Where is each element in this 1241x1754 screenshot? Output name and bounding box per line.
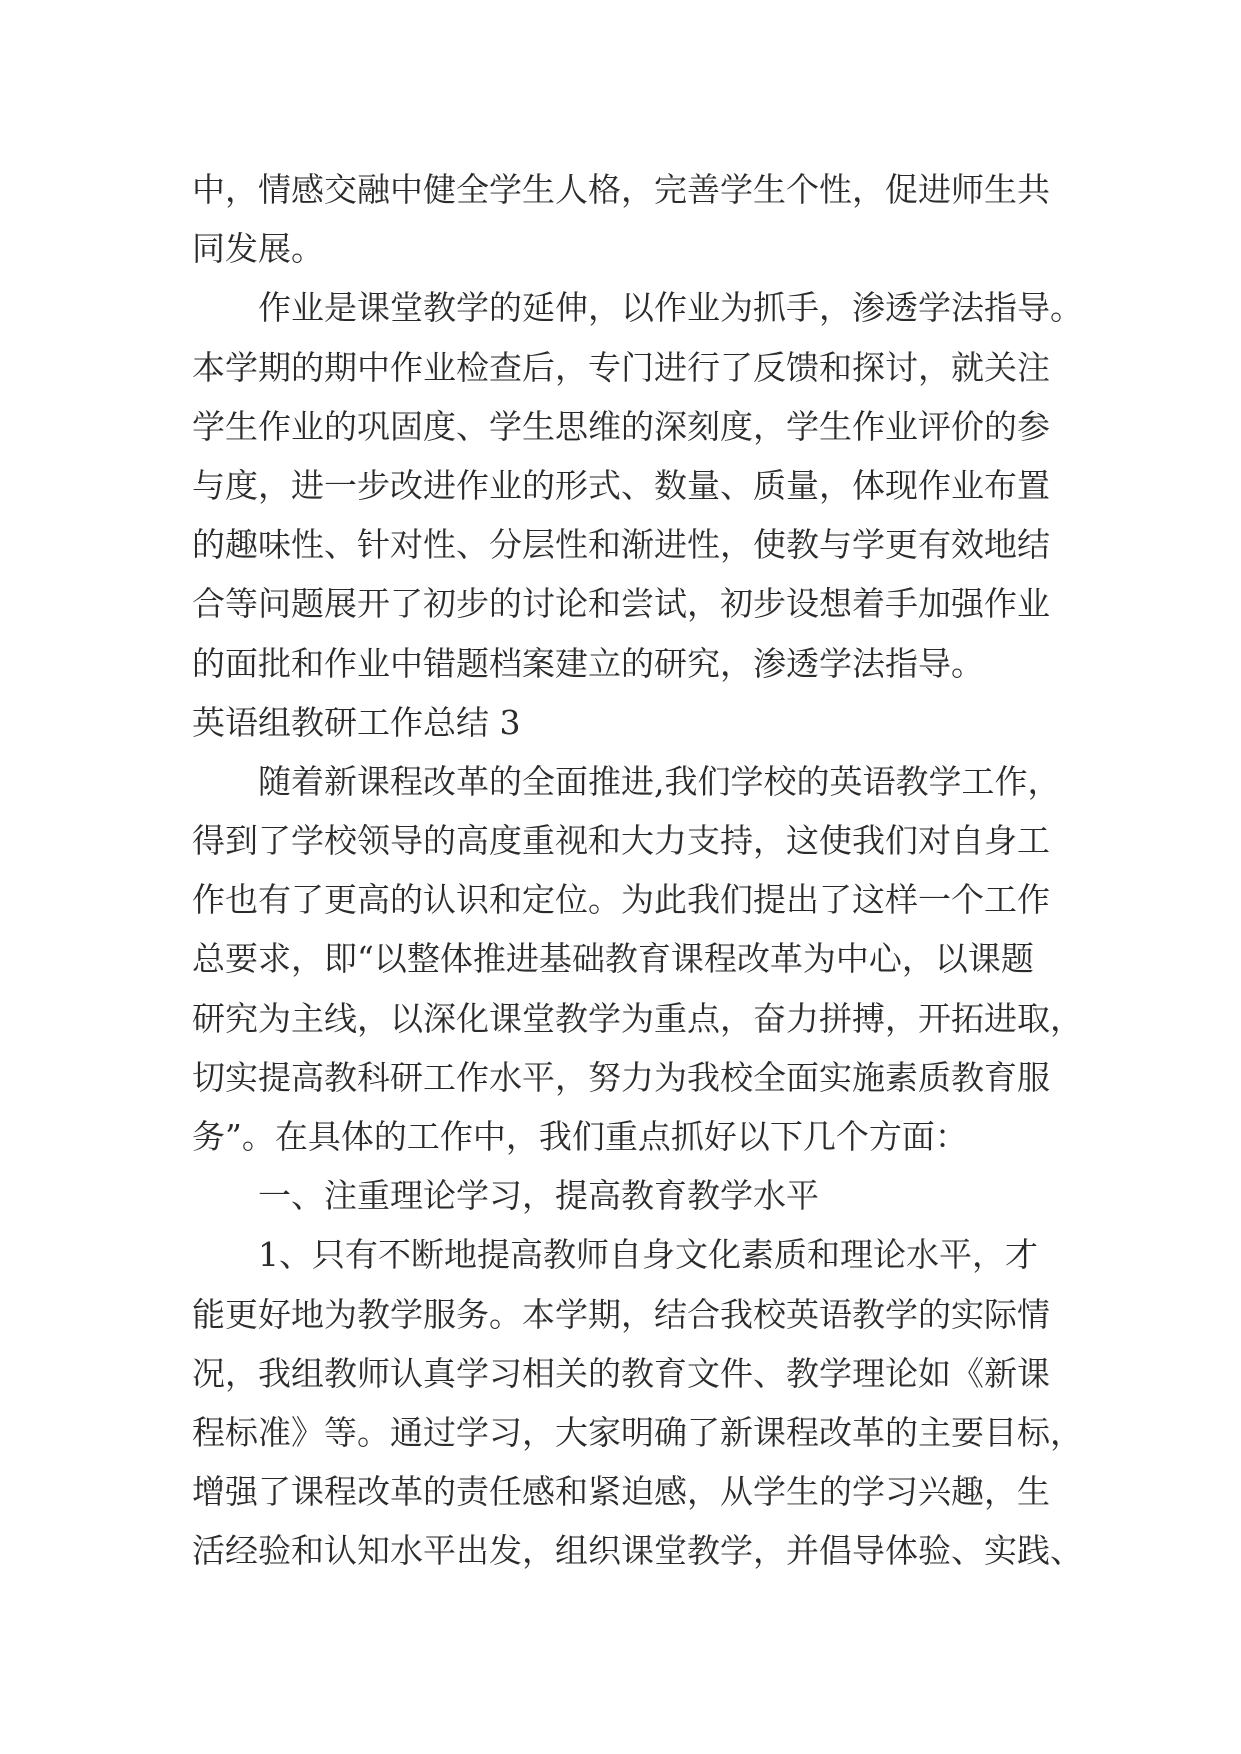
paragraph-line: 研究为主线，以深化课堂教学为重点，奋力拼搏，开拓进取， [192, 998, 1083, 1038]
paragraph-line: 务”。在具体的工作中，我们重点抓好以下几个方面： [192, 1117, 968, 1156]
paragraph-line: 本学期的期中作业检查后，专门进行了反馈和探讨，就关注 [192, 347, 1050, 387]
paragraph-line: 同发展。 [192, 229, 324, 269]
paragraph-line: 与度，进一步改进作业的形式、数量、质量，体现作业布置 [192, 465, 1050, 505]
paragraph-line: 中，情感交融中健全学生人格，完善学生个性，促进师生共 [192, 170, 1050, 209]
paragraph-line: 切实提高教科研工作水平，努力为我校全面实施素质教育服 [192, 1057, 1050, 1097]
paragraph-line: 合等问题展开了初步的讨论和尝试，初步设想着手加强作业 [192, 584, 1050, 624]
paragraph-line: 总要求，即“以整体推进基础教育课程改革为中心，以课题 [192, 939, 1034, 979]
paragraph-line: 的趣味性、针对性、分层性和渐进性，使教与学更有效地结 [192, 525, 1050, 565]
paragraph-line: 作业是课堂教学的延伸，以作业为抓手，渗透学法指导。 [258, 288, 1083, 328]
paragraph-line: 况，我组教师认真学习相关的教育文件、教学理论如《新课 [192, 1353, 1050, 1393]
subsection-heading: 一、注重理论学习，提高教育教学水平 [258, 1176, 819, 1216]
paragraph-line: 的面批和作业中错题档案建立的研究，渗透学法指导。 [192, 643, 984, 683]
document-body [192, 160, 1083, 1581]
paragraph-line: 学生作业的巩固度、学生思维的深刻度，学生作业评价的参 [192, 406, 1050, 446]
paragraph-line: 增强了课程改革的责任感和紧迫感，从学生的学习兴趣，生 [192, 1472, 1050, 1512]
paragraph-line: 活经验和认知水平出发，组织课堂教学，并倡导体验、实践、 [192, 1531, 1083, 1571]
paragraph-line: 作也有了更高的认识和定位。为此我们提出了这样一个工作 [192, 880, 1050, 920]
paragraph-line: 随着新课程改革的全面推进,我们学校的英语教学工作， [258, 761, 1061, 801]
paragraph-line: 得到了学校领导的高度重视和大力支持，这使我们对自身工 [192, 821, 1050, 861]
paragraph-line: 程标准》等。通过学习，大家明确了新课程改革的主要目标， [192, 1412, 1083, 1452]
paragraph-line: 1、只有不断地提高教师自身文化素质和理论水平，才 [258, 1235, 1038, 1275]
section-heading: 英语组教研工作总结 3 [192, 702, 521, 742]
paragraph-line: 能更好地为教学服务。本学期，结合我校英语教学的实际情 [192, 1294, 1050, 1334]
